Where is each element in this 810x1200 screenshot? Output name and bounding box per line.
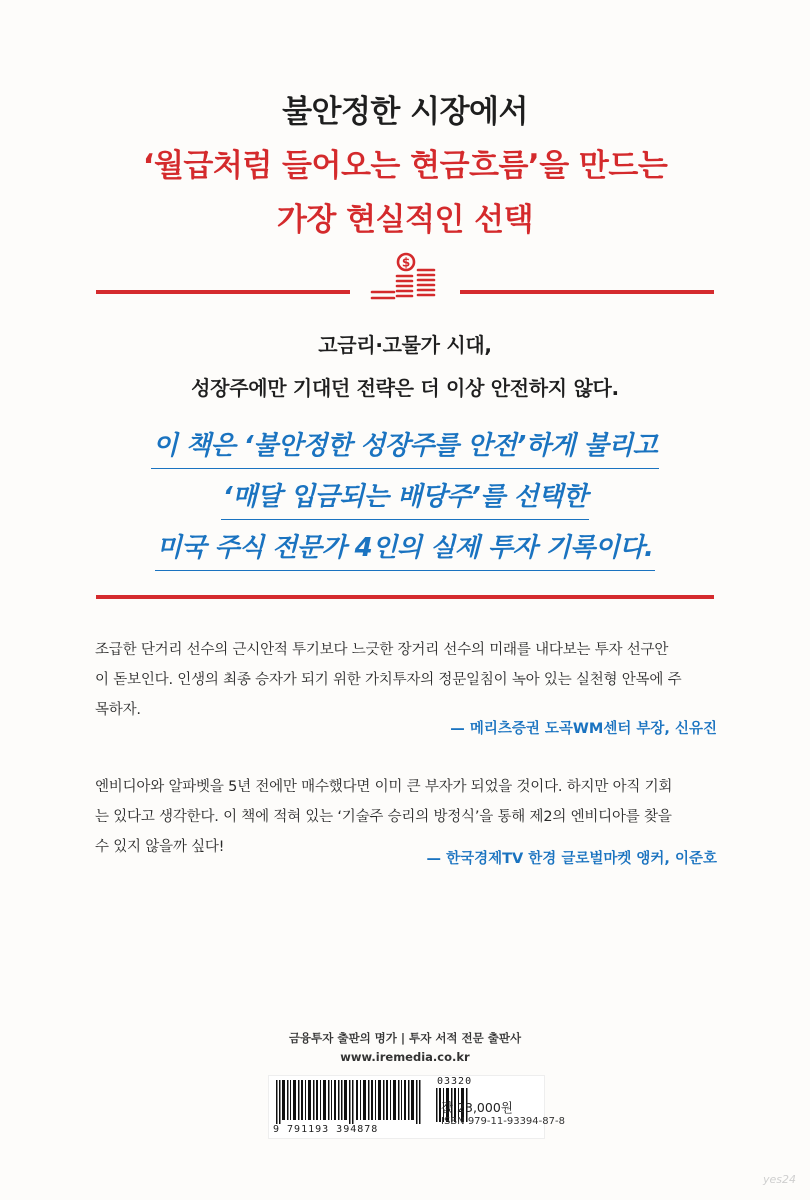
endorsement-1-line-2: 이 돋보인다. 인생의 최종 승자가 되기 위한 가치투자의 정문일침이 녹아 있는 실천형 안목에 주 xyxy=(95,672,682,688)
watermark-logo: yes24 xyxy=(762,1173,796,1186)
endorsement-2-line-3: 수 있지 않을까 싶다! xyxy=(95,839,225,855)
ean-digits: 9 791193 394878 xyxy=(273,1124,379,1135)
divider-left xyxy=(96,290,350,294)
endorsement-2-attribution: — 한국경제TV 한경 글로벌마켓 앵커, 이준호 xyxy=(426,851,717,867)
isbn-label: ISBN 979-11-93394-87-8 xyxy=(441,1116,565,1127)
endorsement-1 xyxy=(95,635,725,725)
publisher-tagline: 금융투자 출판의 명가 | 투자 서적 전문 출판사 xyxy=(288,1031,522,1045)
divider-bottom xyxy=(96,595,714,599)
price-label: 값 23,000원 xyxy=(441,1100,513,1115)
highlight-row-2 xyxy=(0,476,810,520)
dollar-coin-stack-icon xyxy=(366,252,446,304)
barcode-block xyxy=(268,1075,565,1139)
svg-text:$: $ xyxy=(401,255,411,270)
highlight-line-1: 이 책은 ‘불안정한 성장주를 안전’하게 불리고 xyxy=(151,425,660,469)
endorsement-1-line-3: 목하자. xyxy=(95,702,141,718)
endorsement-2-line-1: 엔비디아와 알파벳을 5년 전에만 매수했다면 이미 큰 부자가 되었을 것이다. 하지만 아직 기회 xyxy=(95,779,673,795)
highlight-row-3 xyxy=(0,527,810,571)
highlight-line-2: ‘매달 입금되는 배당주’를 선택한 xyxy=(221,476,589,520)
publisher-website: www.iremedia.co.kr xyxy=(340,1050,470,1064)
headline-line-2: ‘월급처럼 들어오는 현금흐름’을 만드는 xyxy=(142,148,668,184)
addon-digits: 03320 xyxy=(437,1076,473,1087)
highlight-line-3: 미국 주식 전문가 4인의 실제 투자 기록이다. xyxy=(155,527,656,571)
headline-line-1: 불안정한 시장에서 xyxy=(282,94,528,130)
headline-line-3: 가장 현실적인 선택 xyxy=(276,202,534,238)
ean-barcode xyxy=(273,1080,438,1124)
endorsement-1-line-1: 조급한 단거리 선수의 근시안적 투기보다 느긋한 장거리 선수의 미래를 내다보는 투자 선구안 xyxy=(95,642,669,658)
endorsement-1-attribution: — 메리츠증권 도곡WM센터 부장, 신유진 xyxy=(450,721,717,737)
divider-right xyxy=(460,290,714,294)
endorsement-2-line-2: 는 있다고 생각한다. 이 책에 적혀 있는 ‘기술주 승리의 방정식’을 통해 제2의 엔비디아를 찾을 xyxy=(95,809,672,825)
highlight-row-1 xyxy=(0,425,810,469)
subheadline-line-2: 성장주에만 기대던 전략은 더 이상 안전하지 않다. xyxy=(191,376,619,400)
subheadline-line-1: 고금리·고물가 시대, xyxy=(318,333,492,357)
